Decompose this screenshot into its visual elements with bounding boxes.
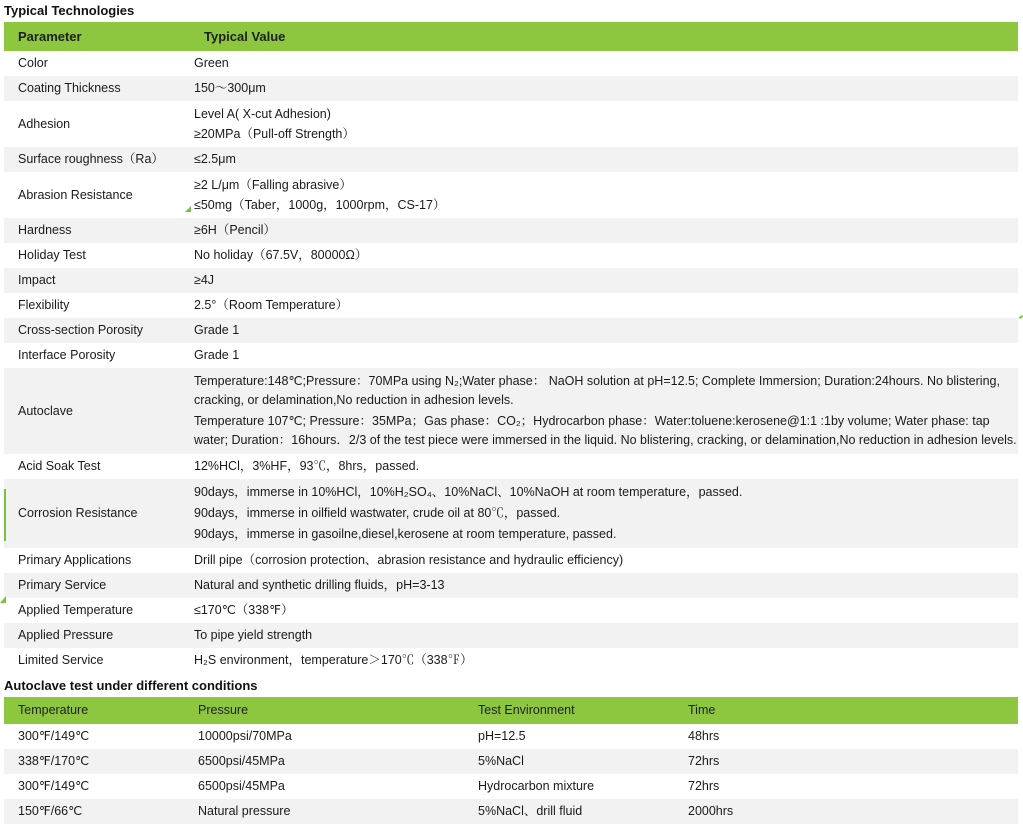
value-cell [190, 573, 1018, 598]
temperature-cell: 300℉/149℃ [4, 724, 184, 749]
pressure-cell: Natural pressure [184, 799, 464, 824]
parameter-cell: Limited Service [4, 648, 190, 673]
value-line: ≤170℃（338℉） [194, 603, 294, 617]
parameter-cell: Autoclave [4, 368, 190, 454]
typical-technologies-title: Typical Technologies [4, 3, 135, 18]
table-row [4, 598, 1018, 623]
test-environment-cell: 5%NaCl [464, 749, 674, 774]
pressure-cell: 10000psi/70MPa [184, 724, 464, 749]
parameter-cell: Corrosion Resistance [4, 479, 190, 548]
time-cell: 2000hrs [674, 799, 1018, 824]
table-row [4, 573, 1018, 598]
autoclave-test-title: Autoclave test under different conditions [4, 678, 258, 693]
value-cell [190, 598, 1018, 623]
value-line: Temperature:148℃;Pressure：70MPa using N₂;Water phase： NaOH solution at pH=12.5; Complete Immersion; Duration:24hours. No blistering, cracking, or delamination,No reduction in adhesion levels. [194, 374, 1000, 407]
value-line: Grade 1 [194, 348, 240, 362]
value-line: ≥2 L/μm（Falling abrasive） [194, 178, 352, 192]
parameter-cell: Color [4, 51, 190, 76]
table-row [4, 548, 1018, 573]
value-line: Natural and synthetic drilling fluids，pH=3-13 [194, 578, 445, 592]
value-cell [190, 218, 1018, 243]
table-row [4, 101, 1018, 147]
parameter-cell: Primary Applications [4, 548, 190, 573]
parameter-cell: Cross-section Porosity [4, 318, 190, 343]
value-line: To pipe yield strength [194, 628, 313, 642]
value-line: Drill pipe（corrosion protection、abrasion resistance and hydraulic efficiency) [194, 553, 624, 567]
temperature-cell: 150℉/66℃ [4, 799, 184, 824]
test-environment-cell: Hydrocarbon mixture [464, 774, 674, 799]
table-row [4, 172, 1018, 218]
table-row [4, 218, 1018, 243]
value-cell [190, 172, 1018, 218]
parameter-cell: Applied Pressure [4, 623, 190, 648]
value-line: ≥4J [194, 273, 215, 287]
value-line: Green [194, 56, 229, 70]
temperature-cell: 300℉/149℃ [4, 774, 184, 799]
time-cell: 48hrs [674, 724, 1018, 749]
value-cell [190, 318, 1018, 343]
column-header-test-environment: Test Environment [464, 697, 674, 724]
value-cell [190, 648, 1018, 673]
parameter-cell: Adhesion [4, 101, 190, 147]
value-line: ≥20MPa（Pull-off Strength） [194, 127, 355, 141]
table-row [4, 243, 1018, 268]
value-cell [190, 343, 1018, 368]
value-line: ≤2.5μm [194, 152, 236, 166]
autoclave-conditions-table [4, 697, 1018, 824]
value-cell [190, 101, 1018, 147]
column-header-pressure: Pressure [184, 697, 464, 724]
stray-mark-4 [1019, 315, 1023, 319]
table-header-row [4, 697, 1018, 724]
table-row [4, 749, 1018, 774]
table-row [4, 648, 1018, 673]
table-row [4, 318, 1018, 343]
value-line: 90days，immerse in gasoilne,diesel,kerosene at room temperature, passed. [194, 527, 617, 541]
value-cell [190, 293, 1018, 318]
parameter-cell: Applied Temperature [4, 598, 190, 623]
time-cell: 72hrs [674, 749, 1018, 774]
tech-table-body [4, 51, 1018, 673]
value-cell [190, 479, 1018, 548]
value-cell [190, 368, 1018, 454]
table-row [4, 293, 1018, 318]
pressure-cell: 6500psi/45MPa [184, 749, 464, 774]
table-row [4, 343, 1018, 368]
value-cell [190, 243, 1018, 268]
column-header-time: Time [674, 697, 1018, 724]
value-cell [190, 454, 1018, 479]
time-cell: 72hrs [674, 774, 1018, 799]
value-cell [190, 147, 1018, 172]
column-header-temperature: Temperature [4, 697, 184, 724]
stray-mark-2 [4, 489, 6, 541]
value-cell [190, 548, 1018, 573]
temperature-cell: 338℉/170℃ [4, 749, 184, 774]
value-line: 2.5°（Room Temperature） [194, 298, 349, 312]
parameter-cell: Impact [4, 268, 190, 293]
value-line: ≥6H（Pencil） [194, 223, 276, 237]
value-line: ≤50mg（Taber，1000g，1000rpm，CS-17） [194, 198, 446, 212]
value-line: 12%HCl，3%HF，93℃，8hrs，passed. [194, 459, 420, 473]
value-cell [190, 51, 1018, 76]
parameter-cell: Acid Soak Test [4, 454, 190, 479]
autoclave-table-body [4, 724, 1018, 824]
table-row [4, 147, 1018, 172]
test-environment-cell: 5%NaCl、drill fluid [464, 799, 674, 824]
table-row [4, 799, 1018, 824]
table-row [4, 774, 1018, 799]
table-row [4, 76, 1018, 101]
table-row [4, 623, 1018, 648]
value-line: No holiday（67.5V，80000Ω） [194, 248, 368, 262]
table-row [4, 51, 1018, 76]
typical-technologies-table [4, 22, 1018, 673]
table-header-row [4, 22, 1018, 51]
value-line: Temperature 107℃; Pressure：35MPa；Gas phase：CO₂；Hydrocarbon phase：Water:toluene:kerosene@1:1 :1by volume; Water phase: tap water; Duration：16hours．2/3 of the test piece were immersed in the liquid. No blistering, cracking, or delamination,No reduction in adhesion levels. [194, 414, 1017, 447]
table-row [4, 724, 1018, 749]
value-line: 150～300μm [194, 81, 266, 95]
parameter-cell: Abrasion Resistance [4, 172, 190, 218]
value-line: 90days，immerse in 10%HCl，10%H₂SO₄、10%NaCl、10%NaOH at room temperature，passed. [194, 485, 743, 499]
tech-table-header [4, 22, 1018, 51]
table-row [4, 454, 1018, 479]
parameter-cell: Surface roughness（Ra） [4, 147, 190, 172]
parameter-cell: Primary Service [4, 573, 190, 598]
parameter-cell: Coating Thickness [4, 76, 190, 101]
value-line: Level A( X-cut Adhesion) [194, 107, 331, 121]
value-line: Grade 1 [194, 323, 240, 337]
value-line: H₂S environment，temperature＞170℃（338℉） [194, 653, 473, 667]
table-row [4, 479, 1018, 548]
parameter-cell: Hardness [4, 218, 190, 243]
value-cell [190, 623, 1018, 648]
column-header-typical-value: Typical Value [190, 22, 1018, 51]
value-line: 90days，immerse in oilfield wastwater, crude oil at 80℃，passed. [194, 506, 561, 520]
column-header-parameter: Parameter [4, 22, 190, 51]
parameter-cell: Holiday Test [4, 243, 190, 268]
table-row [4, 268, 1018, 293]
autoclave-table-header [4, 697, 1018, 724]
parameter-cell: Flexibility [4, 293, 190, 318]
pressure-cell: 6500psi/45MPa [184, 774, 464, 799]
test-environment-cell: pH=12.5 [464, 724, 674, 749]
value-cell [190, 76, 1018, 101]
value-cell [190, 268, 1018, 293]
parameter-cell: Interface Porosity [4, 343, 190, 368]
table-row [4, 368, 1018, 454]
